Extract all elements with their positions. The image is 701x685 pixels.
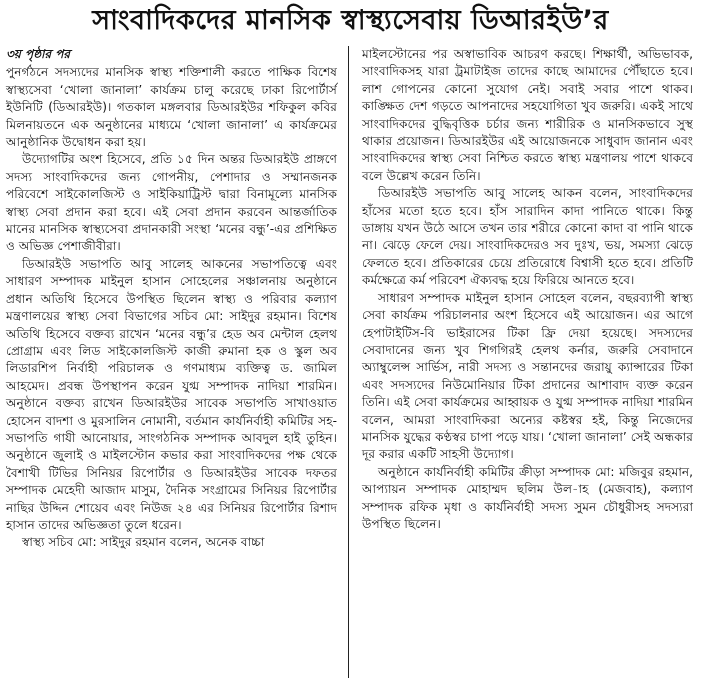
headline: সাংবাদিকদের মানসিক স্বাস্থ্যসেবায় ডিআরইউ’র	[92, 5, 609, 36]
paragraph: উদ্যোগটির অংশ হিসেবে, প্রতি ১৫ দিন অন্তর ডিআরইউ প্রাঙ্গণে সদস্য সাংবাদিকদের জন্য গোপনীয়, পেশাদার ও সম্মানজনক পরিবেশে সাইকোলজিস্ট ও সাইকিয়াট্রিস্ট দ্বারা বিনামূল্যে মানসিক স্বাস্থ্য সেবা প্রদান করা হবে। এই সেবা প্রদান করবেন আন্তর্জাতিক মানের মানসিক স্বাস্থ্যসেবা প্রদানকারী সংস্থা ‘মনের বন্ধু’-এর প্রশিক্ষিত ও অভিজ্ঞ পেশাজীবীরা।	[6, 152, 337, 254]
column-divider	[348, 46, 349, 678]
paragraph: ডিআরইউ সভাপতি আবু সালেহ আকন বলেন, সাংবাদিকদের হাঁসের মতো হতে হবে। হাঁস সারাদিন কাদা পানিতে থাকে। কিন্তু ডাঙ্গায় যখন উঠে আসে তখন তার শরীরে কোনো কাদা বা পানি থাকে না। ঝেড়ে ফেলে দেয়। সাংবাদিকদেরও সব দুঃখ, ভয়, সমস্যা ঝেড়ে ফেলতে হবে। প্রতিকারের চেয়ে প্রতিরোধে বিশ্বাসী হতে হবে। প্রতিটি কর্মক্ষেত্রে কর্ম পরিবেশ ঐক্যবদ্ধ হয়ে ফিরিয়ে আনতে হবে।	[362, 186, 693, 288]
paragraph: অনুষ্ঠানে কার্যনির্বাহী কমিটির ক্রীড়া সম্পাদক মো: মজিবুর রহমান, আপ্যায়ন সম্পাদক মোহাম্মদ ছলিম উল-াহ (মেজবাহ), কল্যাণ সম্পাদক রফিক মৃধা ও কার্যনির্বাহী সদস্য সুমন চৌধুরীসহ সদস্যরা উপস্থিত ছিলেন।	[362, 464, 693, 531]
paragraph: পুনর্গঠনে সদস্যদের মানসিক স্বাস্থ্য শক্তিশালী করতে পাক্ষিক বিশেষ স্বাস্থ্যসেবা ‘খোলা জানালা’ কার্যক্রম চালু করেছে ঢাকা রিপোর্টার্স ইউনিটি (ডিআরইউ)। গতকাল মঙ্গলবার ডিআরইউর শফিকুল কবির মিলনায়তনে এক অনুষ্ঠানের মাধ্যমে ‘খোলা জানালা’ এ কার্যক্রমের আনুষ্ঠানিক উদ্বোধন করা হয়।	[6, 65, 337, 150]
right-column	[362, 46, 693, 533]
paragraph: সাধারণ সম্পাদক মাইনুল হাসান সোহেল বলেন, বছরব্যাপী স্বাস্থ্য সেবা কার্যক্রম পরিচালনার অংশ হিসেবে এই আয়োজন। এর আগে হেপাটাইটিস-বি ভাইরাসের টিকা ফ্রি দেয়া হয়েছে। সদস্যদের সেবাদানের জন্য খুব শিগগিরই হেলথ কর্নার, জরুরি সেবাদানে অ্যাম্বুলেন্স সার্ভিস, নারী সদস্য ও সন্তানদের জরায়ু ক্যান্সারের টিকা এবং সদস্যদের নিউমোনিয়ার টিকা প্রদানের আশাবাদ ব্যক্ত করেন তিনি। এই সেবা কার্যক্রমের আহ্বায়ক ও যুগ্ম সম্পাদক নাদিয়া শারমিন বলেন, আমরা সাংবাদিকরা অন্যের কষ্টস্বর হই, কিন্তু নিজেদের মানসিক যুদ্ধের কণ্ঠস্বর চাপা পড়ে যায়। ‘খোলা জানালা’ সেই অন্ধকার দূর করার একটি সাহসী উদ্যোগ।	[362, 290, 693, 462]
continued-from-label: ৩য় পৃষ্ঠার পর	[6, 47, 71, 61]
left-column	[6, 46, 337, 552]
paragraph: স্বাস্থ্য সচিব মো: সাইদুর রহমান বলেন, অনেক বাচ্চা	[22, 535, 265, 550]
paragraph: ডিআরইউ সভাপতি আবু সালেহ আকনের সভাপতিত্বে এবং সাধারণ সম্পাদক মাইনুল হাসান সোহেলের সঞ্চালনায় অনুষ্ঠানে প্রধান অতিথি হিসেবে উপস্থিত ছিলেন স্বাস্থ্য ও পরিবার কল্যাণ মন্ত্রণালয়ের স্বাস্থ্য সেবা বিভাগের সচিব মো: সাইদুর রহমান। বিশেষ অতিথি হিসেবে বক্তব্য রাখেন ‘মনের বন্ধু’র হেড অব মেন্টাল হেলথ প্রোগ্রাম এবং লিড সাইকোলজিস্ট কাজী রুমানা হক ও স্কুল অব লিডারশিপ নির্বাহী পরিচালক ও গণমাধ্যম ব্যক্তিত্ব ড. জামিল আহমেদ। প্রবন্ধ উপস্থাপন করেন যুগ্ম সম্পাদক নাদিয়া শারমিন। অনুষ্ঠানে বক্তব্য রাখেন ডিআরইউর সাবেক সভাপতি সাখাওয়াত হোসেন বাদশা ও মুরসালিন নোমানী, বর্তমান কার্যনির্বাহী কমিটির সহ-সভাপতি গাযী আনোয়ার, সাংগঠনিক সম্পাদক আবদুল হাই তুহিন। অনুষ্ঠানে জুলাই ও মাইলস্টোন কভার করা সাংবাদিকদের পক্ষ থেকে বৈশাখী টিভির সিনিয়র রিপোর্টার ও ডিআরইউর সাবেক দফতর সম্পাদক মেহেদী আজাদ মাসুম, দৈনিক সংগ্রামের সিনিয়র রিপোর্টার নাছির উদ্দিন শোয়েব এবং নিউজ ২৪ এর সিনিয়র রিপোর্টার রিশাদ হাসান তাদের অভিজ্ঞতা তুলে ধরেন।	[6, 256, 337, 532]
paragraph: মাইলস্টোনের পর অস্বাভাবিক আচরণ করছে। শিক্ষার্থী, অভিভাবক, সাংবাদিকসহ যারা ট্রমাটাইজ তাদের কাছে আমাদের পৌঁছাতে হবে। লাশ গোপনের কোনো সুযোগ নেই। সবাই সবার পাশে থাকব। কাঙ্ক্ষিত দেশ গড়তে আপনাদের সহযোগিতা খুব জরুরি। একই সাথে সাংবাদিকদের বুদ্ধিবৃত্তিক চর্চার জন্য শারীরিক ও মানসিকভাবে সুস্থ থাকার প্রয়োজন। ডিআরইউর এই আয়োজনকে সাধুবাদ জানান এবং সাংবাদিকদের স্বাস্থ্য সেবা নিশ্চিত করতে স্বাস্থ্য মন্ত্রণালয় পাশে থাকবে বলে উল্লেখ করেন তিনি।	[362, 47, 693, 183]
